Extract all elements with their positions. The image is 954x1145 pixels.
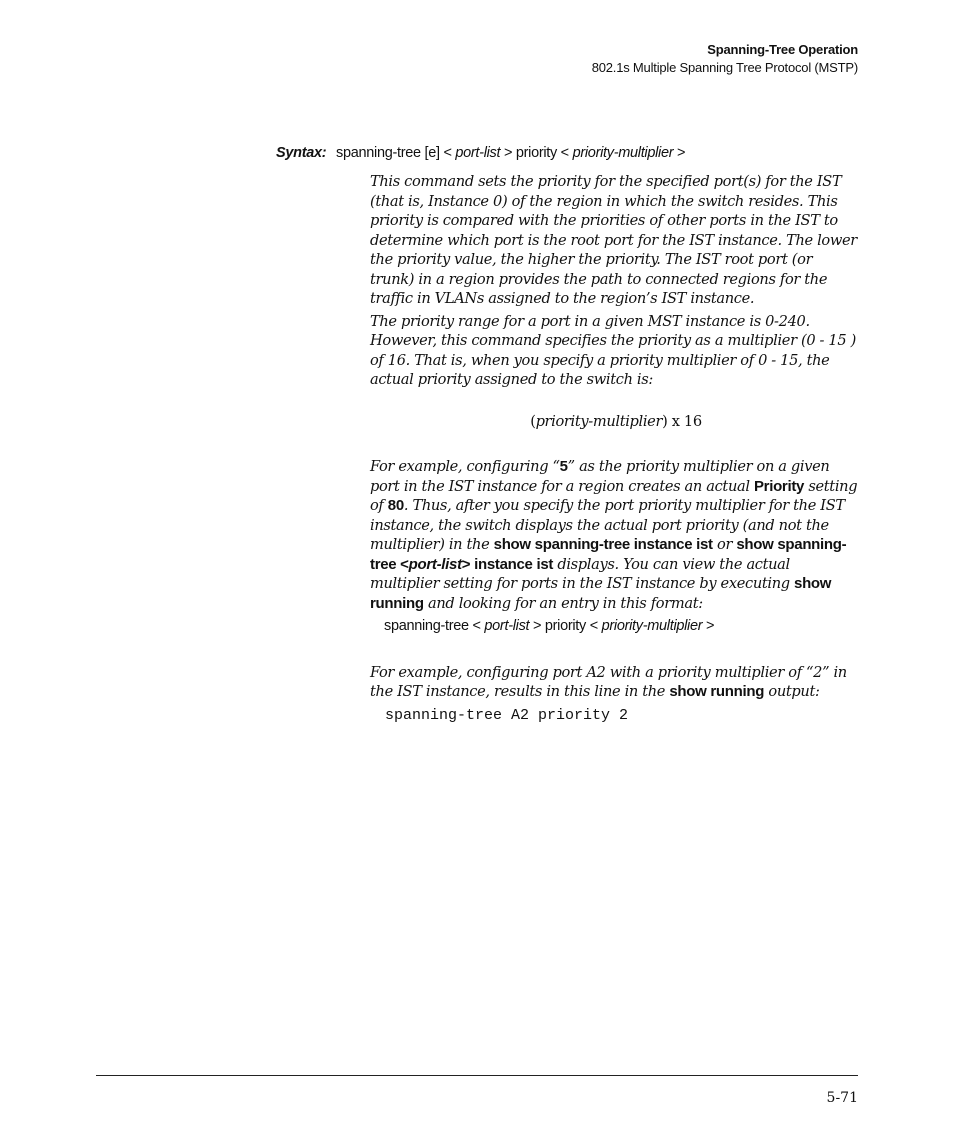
config-format-line bbox=[384, 617, 858, 637]
page-number: 5-71 bbox=[826, 1090, 858, 1106]
code-sample: spanning-tree A2 priority 2 bbox=[385, 706, 629, 724]
footer-divider bbox=[96, 1075, 858, 1076]
format-mid: > priority < bbox=[532, 618, 598, 634]
description-paragraph-1: This command sets the priority for the specified port(s) for the IST (that is, Instance 0) of the region in which the switch resides. This priority is compared with the priorities of other ports in the IST to determine which port is the root port for the IST instance. The lower the priority value, the higher the priority. The IST root port (or trunk) in a region provides the path to connected regions for the traffic in VLANs assigned to the region’s IST instance. bbox=[370, 173, 857, 307]
syntax-arg-priority-multiplier: priority-multiplier bbox=[572, 145, 674, 161]
syntax-line bbox=[276, 145, 685, 161]
formula-open: ( bbox=[530, 412, 536, 430]
format-prefix: spanning-tree < bbox=[384, 618, 481, 634]
syntax-arg-port-list: port-list bbox=[455, 145, 501, 161]
formula-term: priority-multiplier bbox=[535, 412, 663, 430]
format-suffix: > bbox=[706, 618, 715, 634]
ex1-text-7: and looking for an entry in this format: bbox=[423, 594, 703, 612]
syntax-cmd-prefix: spanning-tree [e] < bbox=[336, 145, 452, 161]
ex1-cmd-part-a: show spanning-tree < bbox=[370, 536, 847, 573]
ex1-value-5: 5 bbox=[559, 458, 568, 475]
ex1-text-1: For example, configuring “ bbox=[370, 458, 560, 475]
example-paragraph-2 bbox=[370, 663, 858, 702]
description-paragraph-2: The priority range for a port in a given MST instance is 0-240. However, this command specifies the priority as a multiplier (0 - 15 ) of 16. That is, when you specify a priority multiplier of 0 - 15, the actual priority assigned to the switch is: bbox=[370, 312, 856, 388]
ex1-text-3: setting of bbox=[370, 477, 858, 514]
ex1-priority-keyword: Priority bbox=[753, 477, 805, 495]
ex1-text-6: displays. You can view the actual multiplier setting for ports in the IST instance by executing bbox=[370, 555, 795, 592]
chapter-title: Spanning-Tree Operation bbox=[707, 42, 858, 57]
ex1-show-instance-ist-cmd: show spanning-tree instance ist bbox=[493, 536, 713, 553]
ex2-text-1: For example, configuring port A2 with a priority multiplier of “2” in the IST instance, results in this line in the bbox=[370, 663, 847, 700]
ex1-text-2: ” as the priority multiplier on a given port in the IST instance for a region creates an actual bbox=[370, 458, 830, 495]
ex1-text-4: . Thus, after you specify the port priority multiplier for the IST instance, the switch displays the actual port priority (and not the multiplier) in the bbox=[370, 497, 845, 553]
ex2-text-2: output: bbox=[764, 683, 820, 700]
format-arg-priority-multiplier: priority-multiplier bbox=[601, 618, 703, 634]
syntax-label: Syntax: bbox=[276, 145, 327, 161]
ex1-cmd-part-c: > instance ist bbox=[461, 555, 554, 573]
syntax-cmd-mid: > priority < bbox=[503, 145, 569, 161]
example-paragraph-1 bbox=[370, 457, 858, 613]
formula-close: ) x 16 bbox=[662, 412, 702, 430]
running-header bbox=[592, 41, 858, 77]
ex1-cmd-port-list-arg: port-list bbox=[408, 555, 462, 573]
command-description bbox=[370, 172, 858, 725]
ex1-value-80: 80 bbox=[387, 497, 404, 514]
ex1-text-5: or bbox=[712, 536, 737, 553]
syntax-cmd-suffix: > bbox=[676, 145, 686, 161]
ex2-show-running-cmd: show running bbox=[669, 683, 765, 700]
ex1-show-running-cmd: show running bbox=[370, 575, 832, 612]
priority-formula bbox=[370, 412, 858, 432]
format-arg-port-list: port-list bbox=[484, 618, 530, 634]
section-title: 802.1s Multiple Spanning Tree Protocol (MSTP) bbox=[591, 60, 858, 75]
